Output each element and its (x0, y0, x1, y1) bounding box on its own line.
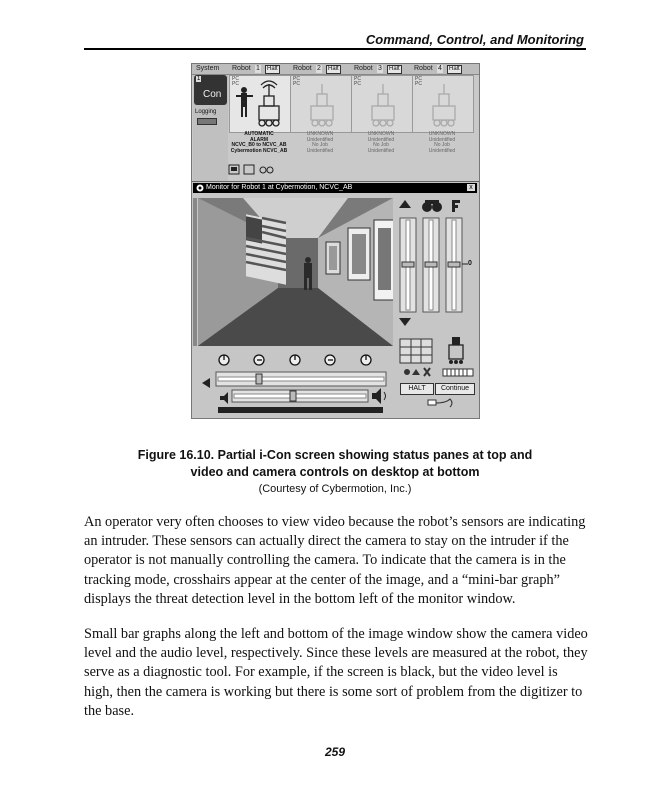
robot-with-guard-icon (230, 76, 290, 132)
status-line: Unidentified (306, 147, 334, 154)
hallway-video-image (198, 198, 393, 346)
status-line: Unidentified (306, 136, 334, 143)
status-line: Cybermotion NCVC_AB (230, 147, 288, 154)
body-paragraph-1: An operator very often chooses to view video because the robot’s sensors are indicating an intruder. These sensors can actually direct the camera to stay on the intruder if the operator is not manually controlling the camera. To indicate that the camera is in the tracking mode, crosshairs appear at the center of the image, and a “mini-bar graph” displays the threat detection level in the bottom left of the monitor window. (84, 514, 586, 607)
monitor-titlebar[interactable] (193, 183, 477, 193)
robot-icon (352, 76, 412, 132)
running-header: Command, Control, and Monitoring (365, 32, 584, 47)
body-paragraph-2: Small bar graphs along the left and bottom of the image window show the camera video level and the audio level, respectively. Since these levels are measured at the robot, they serve as a diagnostic tool. For example, if the screen is black, but the video level is high, then the camera is working but there is some sort of problem from the digitizer to the base. (84, 626, 588, 719)
robot-3-pane[interactable] (351, 75, 413, 133)
status-line: Unidentified (428, 147, 456, 154)
status-line: No Job (312, 142, 328, 148)
camera-control-panel (397, 198, 477, 334)
robot-2-pane[interactable] (290, 75, 352, 133)
robot-4-pc-label: PC PC (415, 76, 422, 87)
robot-3-pc-label: PC PC (354, 76, 361, 87)
status-line: Unidentified (367, 136, 395, 143)
robot-1-pane[interactable] (229, 75, 291, 133)
binoculars-icon[interactable] (422, 200, 442, 212)
robot-2-status (290, 132, 350, 162)
pan-up-arrow-icon[interactable] (399, 200, 411, 208)
robot-3-status (351, 132, 411, 162)
robot-1-pc-label: PC PC (232, 76, 239, 87)
status-line: No Job (373, 142, 389, 148)
header-rule (84, 48, 586, 50)
status-line: UNKNOWN (428, 131, 456, 137)
i-con-screenshot (191, 63, 480, 419)
tab-robot-1[interactable]: Robot (232, 65, 251, 72)
camera-icon[interactable] (260, 167, 266, 173)
tools-icons[interactable] (404, 368, 430, 376)
logging-label: Logging (195, 109, 217, 115)
robot-1-status-icons (228, 164, 278, 176)
status-line: Unidentified (428, 136, 456, 143)
joystick-icon[interactable] (424, 396, 464, 410)
tab-robot-3[interactable]: Robot (354, 65, 373, 72)
tab-system[interactable]: System (196, 65, 220, 72)
tab-robot-2-halt-button[interactable]: Halt (328, 66, 339, 72)
flag-image (246, 214, 286, 285)
logo-text: Con (203, 89, 222, 100)
system-number: 1 (197, 76, 201, 82)
status-line: AUTOMATIC (244, 131, 274, 137)
caption-line-2: video and camera controls on desktop at bottom (190, 465, 480, 479)
video-feed[interactable] (198, 198, 393, 346)
robot-4-pane[interactable] (412, 75, 474, 133)
status-line: NCVC_B0 to NCVC_AB (231, 142, 287, 148)
system-panel (193, 75, 228, 195)
figure-credit: (Courtesy of Cybermotion, Inc.) (258, 483, 412, 495)
continue-button[interactable]: Continue (435, 383, 475, 395)
speaker-volume-icon[interactable] (372, 388, 386, 404)
robot-icon (291, 76, 351, 132)
focus-slider[interactable] (446, 218, 462, 312)
robot-4-status (412, 132, 472, 162)
close-button[interactable]: x (467, 184, 475, 191)
status-line: No Job (434, 142, 450, 148)
pan-down-arrow-icon[interactable] (399, 318, 411, 326)
tab-robot-2-number: 2 (317, 65, 321, 72)
page-number: 259 (324, 745, 346, 759)
audio-level-bar (218, 407, 383, 413)
pan-and-audio-controls (198, 352, 393, 414)
robot-icon (413, 76, 473, 132)
tab-robot-1-halt-button[interactable]: Halt (267, 66, 278, 72)
map-and-robot-panel (399, 335, 477, 381)
robot-tab-row (192, 64, 479, 75)
tab-robot-4-number: 4 (438, 65, 442, 72)
icon-logo[interactable] (194, 75, 227, 105)
figure-caption (84, 447, 586, 481)
robot-2-pc-label: PC PC (293, 76, 300, 87)
pan-position-buttons[interactable] (219, 355, 371, 365)
tab-robot-2[interactable]: Robot (293, 65, 312, 72)
focus-icon[interactable] (452, 200, 460, 212)
pan-left-arrow-icon[interactable] (202, 378, 210, 388)
robot-status-icon[interactable] (449, 337, 463, 364)
status-line: UNKNOWN (367, 131, 395, 137)
map-grid-icon[interactable] (400, 339, 432, 363)
video-level-bar (193, 198, 197, 346)
status-line: UNKNOWN (306, 131, 334, 137)
window-icon (195, 183, 205, 193)
monitor-window (192, 181, 479, 419)
tab-robot-4[interactable]: Robot (414, 65, 433, 72)
tab-robot-4-halt-button[interactable]: Halt (449, 66, 460, 72)
tab-robot-1-number: 1 (256, 65, 260, 72)
tilt-zero-label: 0 (468, 260, 472, 267)
tab-robot-3-number: 3 (378, 65, 382, 72)
status-line: ALARM (249, 136, 269, 143)
robot-1-status (229, 132, 289, 162)
threat-level-bar (443, 369, 473, 376)
screen-icon[interactable] (244, 165, 254, 174)
caption-line-1: Figure 16.10. Partial i-Con screen showing status panes at top and (137, 448, 533, 462)
audio-slider[interactable] (232, 390, 368, 402)
pan-slider[interactable] (216, 372, 386, 386)
monitor-title: Monitor for Robot 1 at Cybermotion, NCVC_AB (206, 184, 353, 191)
tilt-slider[interactable] (423, 218, 439, 312)
zoom-slider[interactable] (400, 218, 416, 312)
status-line: Unidentified (367, 147, 395, 154)
logging-button[interactable] (197, 118, 217, 125)
halt-button[interactable]: HALT (400, 383, 434, 395)
tab-robot-3-halt-button[interactable]: Halt (389, 66, 400, 72)
speaker-left-icon[interactable] (220, 392, 228, 404)
